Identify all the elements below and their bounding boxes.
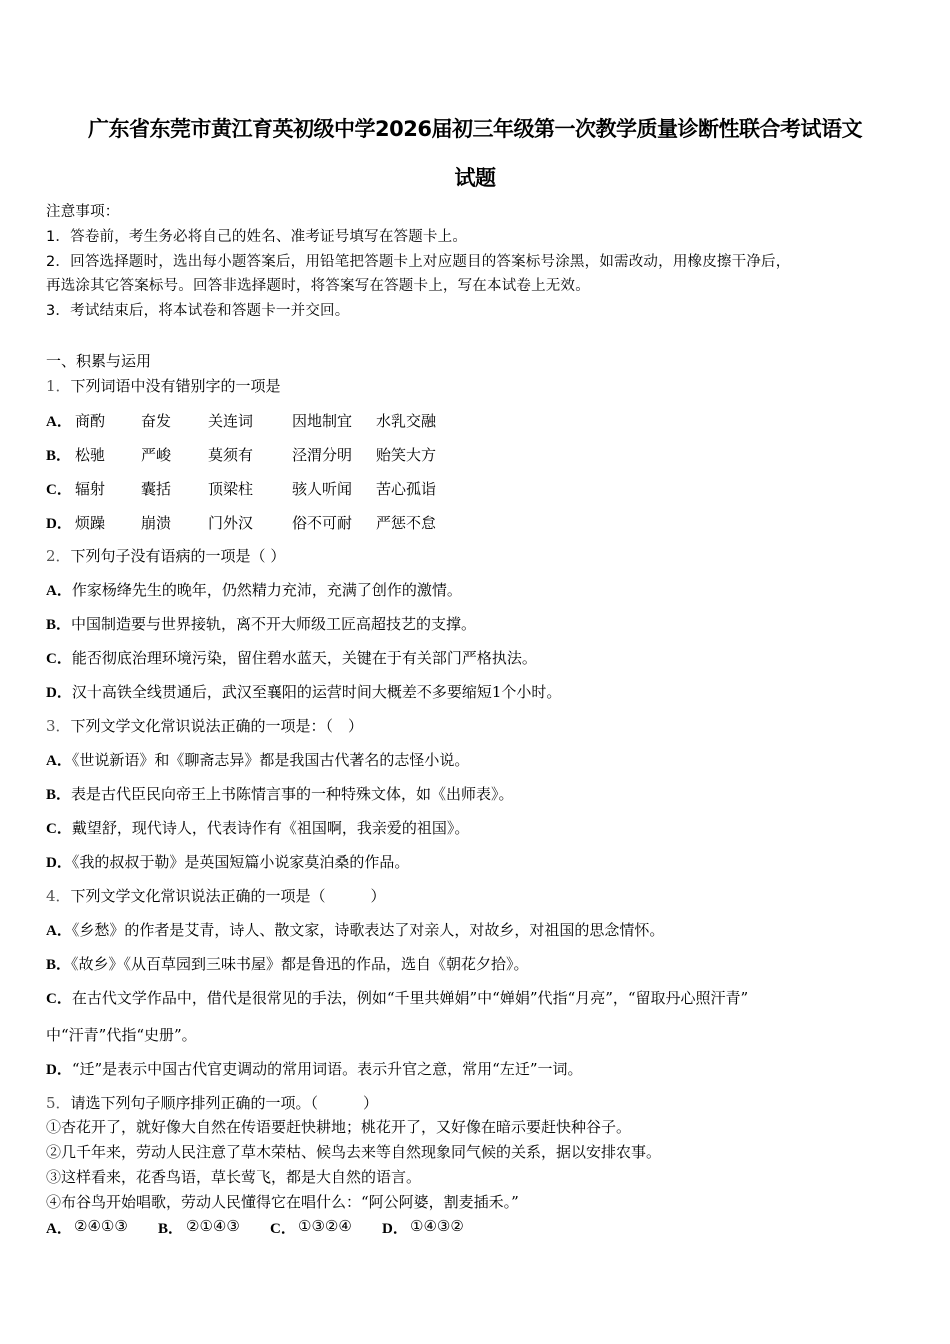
option-word: 商酌 [75, 412, 106, 430]
option-text: 能否彻底治理环境污染，留住碧水蓝天，关键在于有关部门严格执法。 [71, 649, 537, 667]
option-text: 《我的叔叔于勒》是英国短篇小说家莫泊桑的作品。 [71, 853, 410, 871]
option-label: B． [46, 448, 72, 464]
option-d [46, 682, 561, 703]
option-word: 俗不可耐 [292, 514, 353, 532]
option-word: 因地制宜 [292, 412, 353, 430]
option-label: B． [46, 957, 72, 973]
title-line-2: 试题 [454, 166, 496, 190]
option-text: ①③②④ [298, 1217, 352, 1235]
option-c [46, 988, 748, 1009]
option-word: 水乳交融 [376, 412, 437, 430]
question-stem [46, 1093, 378, 1113]
option-d [46, 512, 546, 532]
question-text: 下列词语中没有错别字的一项是 [70, 377, 281, 395]
sentence-3: ③这样看来，花香鸟语，草长莺飞，都是大自然的语言。 [46, 1168, 422, 1186]
option-b [46, 954, 529, 975]
option-c [46, 818, 469, 839]
title-line-1: 广东省东莞市黄江育英初级中学2026届初三年级第一次教学质量诊断性联合考试语文 [88, 117, 862, 141]
notice-heading: 注意事项： [46, 204, 120, 220]
option-a [46, 750, 469, 771]
option-text: 作家杨绛先生的晚年，仍然精力充沛，充满了创作的激情。 [71, 581, 462, 599]
option-label: D． [382, 1221, 408, 1237]
notice-item: 2．回答选择题时，选出每小题答案后，用铅笔把答题卡上对应题目的答案标号涂黑，如需改动，用橡皮擦干净后， [46, 254, 791, 270]
question-number: 5． [46, 1094, 71, 1112]
option-text: ②④①③ [74, 1217, 128, 1235]
option-word: 骇人听闻 [292, 480, 353, 498]
option-word: 奋发 [141, 412, 172, 430]
option-d [46, 1059, 583, 1080]
option-a [46, 580, 462, 601]
option-label: C． [46, 482, 72, 498]
sentence-2: ②几千年来，劳动人民注意了草木荣枯、候鸟去来等自然现象同气候的关系，据以安排农事。 [46, 1143, 662, 1161]
option-text: “迁”是表示中国古代官吏调动的常用词语。表示升官之意，常用“左迁”一词。 [71, 1060, 583, 1078]
question-number: 4． [46, 887, 71, 905]
option-text: 汉十高铁全线贯通后，武汉至襄阳的运营时间大概差不多要缩短1个小时。 [71, 683, 562, 701]
option-text: 《乡愁》的作者是艾青，诗人、散文家，诗歌表达了对亲人，对故乡，对祖国的思念情怀。 [71, 921, 665, 939]
option-word: 严惩不怠 [376, 514, 437, 532]
question-text: 下列文学文化常识说法正确的一项是：（ ） [70, 717, 364, 735]
section-heading: 一、积累与运用 [46, 352, 152, 370]
option-text: 戴望舒，现代诗人，代表诗作有《祖国啊，我亲爱的祖国》。 [71, 819, 470, 837]
option-label: D． [46, 685, 72, 701]
question-number: 1． [46, 377, 71, 395]
question-text: 下列句子没有语病的一项是（ ） [70, 547, 286, 565]
option-label: D． [46, 516, 72, 532]
option-word: 门外汉 [208, 514, 254, 532]
option-label: B． [46, 787, 72, 803]
question-stem [46, 376, 281, 396]
option-label: A． [46, 753, 72, 769]
option-label: A． [46, 1221, 72, 1237]
option-word: 贻笑大方 [376, 446, 437, 464]
option-text: 《故乡》《从百草园到三味书屋》都是鲁迅的作品，选自《朝花夕拾》。 [71, 955, 529, 973]
option-text: ②①④③ [186, 1217, 240, 1235]
option-label: A． [46, 583, 72, 599]
option-word: 泾渭分明 [292, 446, 353, 464]
option-word: 辐射 [75, 480, 106, 498]
option-word: 苦心孤诣 [376, 480, 437, 498]
option-d [46, 852, 409, 873]
option-label: A． [46, 414, 72, 430]
option-b [46, 784, 514, 805]
question-text: 请选下列句子顺序排列正确的一项。（ ） [70, 1094, 379, 1112]
option-word: 烦躁 [75, 514, 106, 532]
option-label: B． [46, 617, 72, 633]
option-word: 严峻 [141, 446, 172, 464]
option-word: 顶梁柱 [208, 480, 254, 498]
option-text: 在古代文学作品中，借代是很常见的手法，例如“千里共婵娟”中“婵娟”代指“月亮”，“留取丹心照汗青” [71, 989, 749, 1007]
option-b [46, 614, 476, 635]
option-label: B． [158, 1221, 184, 1237]
option-label: C． [46, 991, 72, 1007]
question-stem [46, 546, 285, 566]
option-a [46, 410, 546, 430]
option-c [46, 478, 546, 498]
sentence-4: ④布谷鸟开始唱歌，劳动人民懂得它在唱什么：“阿公阿婆，割麦插禾。” [46, 1193, 519, 1211]
notice-item: 3．考试结束后，将本试卷和答题卡一并交回。 [46, 303, 350, 319]
notice-item: 再选涂其它答案标号。回答非选择题时，将答案写在答题卡上，写在本试卷上无效。 [46, 278, 590, 294]
option-c-continuation: 中“汗青”代指“史册”。 [46, 1026, 197, 1044]
question-stem [46, 886, 386, 906]
option-word: 莫须有 [208, 446, 254, 464]
option-c [46, 648, 537, 669]
option-label: D． [46, 1062, 72, 1078]
answer-options [46, 1217, 546, 1237]
notice-item: 1．答卷前，考生务必将自己的姓名、准考证号填写在答题卡上。 [46, 229, 468, 245]
option-word: 关连词 [208, 412, 254, 430]
option-label: C． [270, 1221, 296, 1237]
option-word: 松驰 [75, 446, 106, 464]
option-word: 崩溃 [141, 514, 172, 532]
option-label: D． [46, 855, 72, 871]
option-text: 《世说新语》和《聊斋志异》都是我国古代著名的志怪小说。 [71, 751, 470, 769]
question-stem [46, 716, 363, 736]
option-text: 中国制造要与世界接轨，离不开大师级工匠高超技艺的支撑。 [71, 615, 477, 633]
option-word: 囊括 [141, 480, 172, 498]
question-number: 3． [46, 717, 71, 735]
option-text: 表是古代臣民向帝王上书陈情言事的一种特殊文体，如《出师表》。 [71, 785, 514, 803]
question-text: 下列文学文化常识说法正确的一项是（ ） [70, 887, 386, 905]
option-label: A． [46, 923, 72, 939]
question-number: 2． [46, 547, 71, 565]
option-label: C． [46, 651, 72, 667]
option-a [46, 920, 664, 941]
option-label: C． [46, 821, 72, 837]
option-text: ①④③② [410, 1217, 464, 1235]
sentence-1: ①杏花开了，就好像大自然在传语要赶快耕地；桃花开了，又好像在暗示要赶快种谷子。 [46, 1118, 632, 1136]
option-b [46, 444, 546, 464]
